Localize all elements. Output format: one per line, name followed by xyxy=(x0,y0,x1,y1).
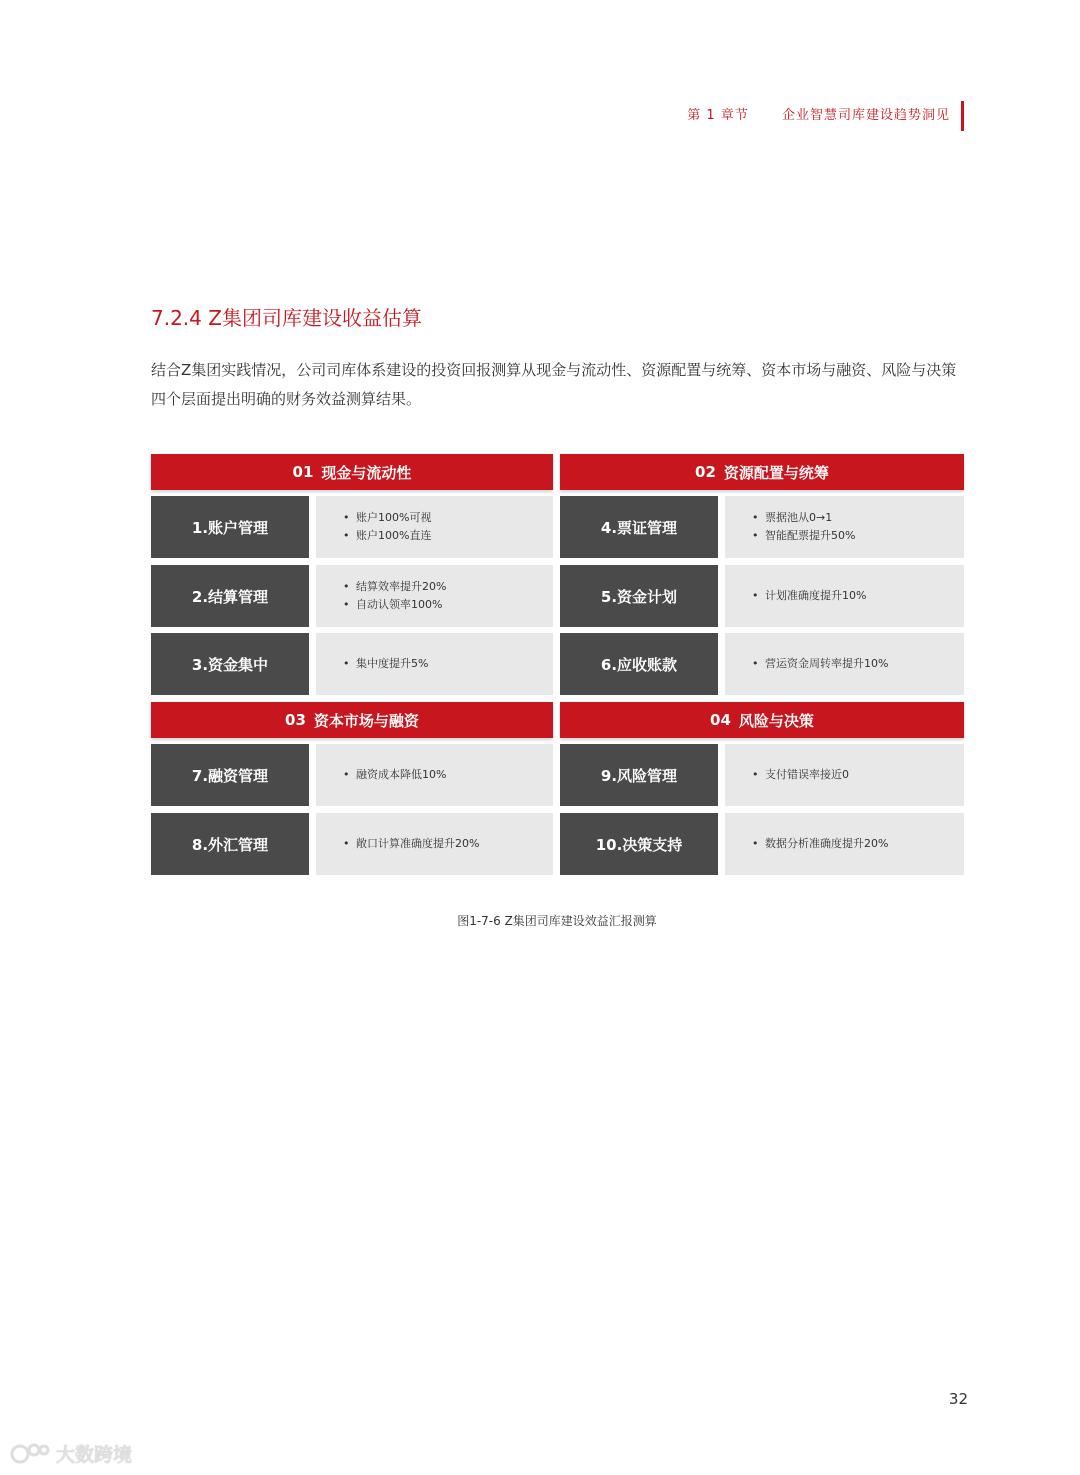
benefit-row-settlement-management xyxy=(151,565,553,627)
benefit-detail xyxy=(725,496,964,558)
benefit-label: 8.外汇管理 xyxy=(151,813,309,875)
category-title: 现金与流动性 xyxy=(321,463,412,482)
benefit-label: 1.账户管理 xyxy=(151,496,309,558)
benefit-label: 9.风险管理 xyxy=(560,744,718,806)
category-title: 资源配置与统筹 xyxy=(723,463,829,482)
category-bar-risk-decision xyxy=(560,702,964,738)
benefit-label: 5.资金计划 xyxy=(560,565,718,627)
benefit-detail xyxy=(725,633,964,695)
benefit-label: 10.决策支持 xyxy=(560,813,718,875)
benefit-detail xyxy=(316,496,553,558)
benefit-point: • 融资成本降低10% xyxy=(356,766,553,784)
benefit-detail xyxy=(725,565,964,627)
benefit-row-bill-management xyxy=(560,496,964,558)
benefit-label: 6.应收账款 xyxy=(560,633,718,695)
benefit-row-fund-concentration xyxy=(151,633,553,695)
benefit-point: • 票据池从0→1 xyxy=(765,509,964,527)
benefit-row-account-management xyxy=(151,496,553,558)
header-accent-bar xyxy=(961,101,964,131)
benefit-label: 2.结算管理 xyxy=(151,565,309,627)
benefit-label: 3.资金集中 xyxy=(151,633,309,695)
benefit-row-fx-management xyxy=(151,813,553,875)
intro-paragraph: 结合Z集团实践情况，公司司库体系建设的投资回报测算从现金与流动性、资源配置与统筹、资本市场与融资、风险与决策四个层面提出明确的财务效益测算结果。 xyxy=(151,361,957,408)
section-title: 7.2.4 Z集团司库建设收益估算 xyxy=(151,306,422,330)
benefit-detail xyxy=(316,744,553,806)
watermark xyxy=(10,1440,132,1467)
benefit-point: • 自动认领率100% xyxy=(356,596,553,614)
chapter-title: 企业智慧司库建设趋势洞见 xyxy=(781,108,950,123)
category-title: 风险与决策 xyxy=(738,711,814,730)
watermark-text: 大数跨境 xyxy=(56,1444,133,1466)
benefit-row-decision-support xyxy=(560,813,964,875)
page-number: 32 xyxy=(948,1390,968,1408)
category-title: 资本市场与融资 xyxy=(313,711,419,730)
benefit-panel xyxy=(151,454,964,876)
benefit-point: • 智能配票提升50% xyxy=(765,527,964,545)
benefit-detail xyxy=(316,565,553,627)
category-number: 04 xyxy=(710,711,731,729)
category-bar-cash-liquidity xyxy=(151,454,553,490)
benefit-point: • 集中度提升5% xyxy=(356,655,553,673)
category-number: 01 xyxy=(292,463,314,481)
benefit-point: • 账户100%可视 xyxy=(356,509,553,527)
benefit-label: 7.融资管理 xyxy=(151,744,309,806)
benefit-row-financing-management xyxy=(151,744,553,806)
benefit-point: • 敞口计算准确度提升20% xyxy=(356,835,553,853)
watermark-logo-icon xyxy=(10,1441,50,1467)
benefit-detail xyxy=(725,813,964,875)
benefit-row-receivables xyxy=(560,633,964,695)
running-header xyxy=(687,104,950,123)
benefit-row-risk-management xyxy=(560,744,964,806)
benefit-label: 4.票证管理 xyxy=(560,496,718,558)
benefit-point: • 账户100%直连 xyxy=(356,527,553,545)
benefit-point: • 数据分析准确度提升20% xyxy=(765,835,964,853)
benefit-detail xyxy=(725,744,964,806)
benefit-point: • 计划准确度提升10% xyxy=(765,587,964,605)
chapter-label: 第 1 章节 xyxy=(687,108,749,123)
benefit-detail xyxy=(316,813,553,875)
category-bar-capital-financing xyxy=(151,702,553,738)
category-bar-resource-allocation xyxy=(560,454,964,490)
benefit-row-fund-planning xyxy=(560,565,964,627)
category-number: 03 xyxy=(285,711,306,729)
figure-caption: 图1-7-6 Z集团司库建设效益汇报测算 xyxy=(457,914,657,928)
category-number: 02 xyxy=(695,463,716,481)
benefit-point: • 结算效率提升20% xyxy=(356,578,553,596)
benefit-detail xyxy=(316,633,553,695)
benefit-point: • 营运资金周转率提升10% xyxy=(765,655,964,673)
benefit-point: • 支付错误率接近0 xyxy=(765,766,964,784)
